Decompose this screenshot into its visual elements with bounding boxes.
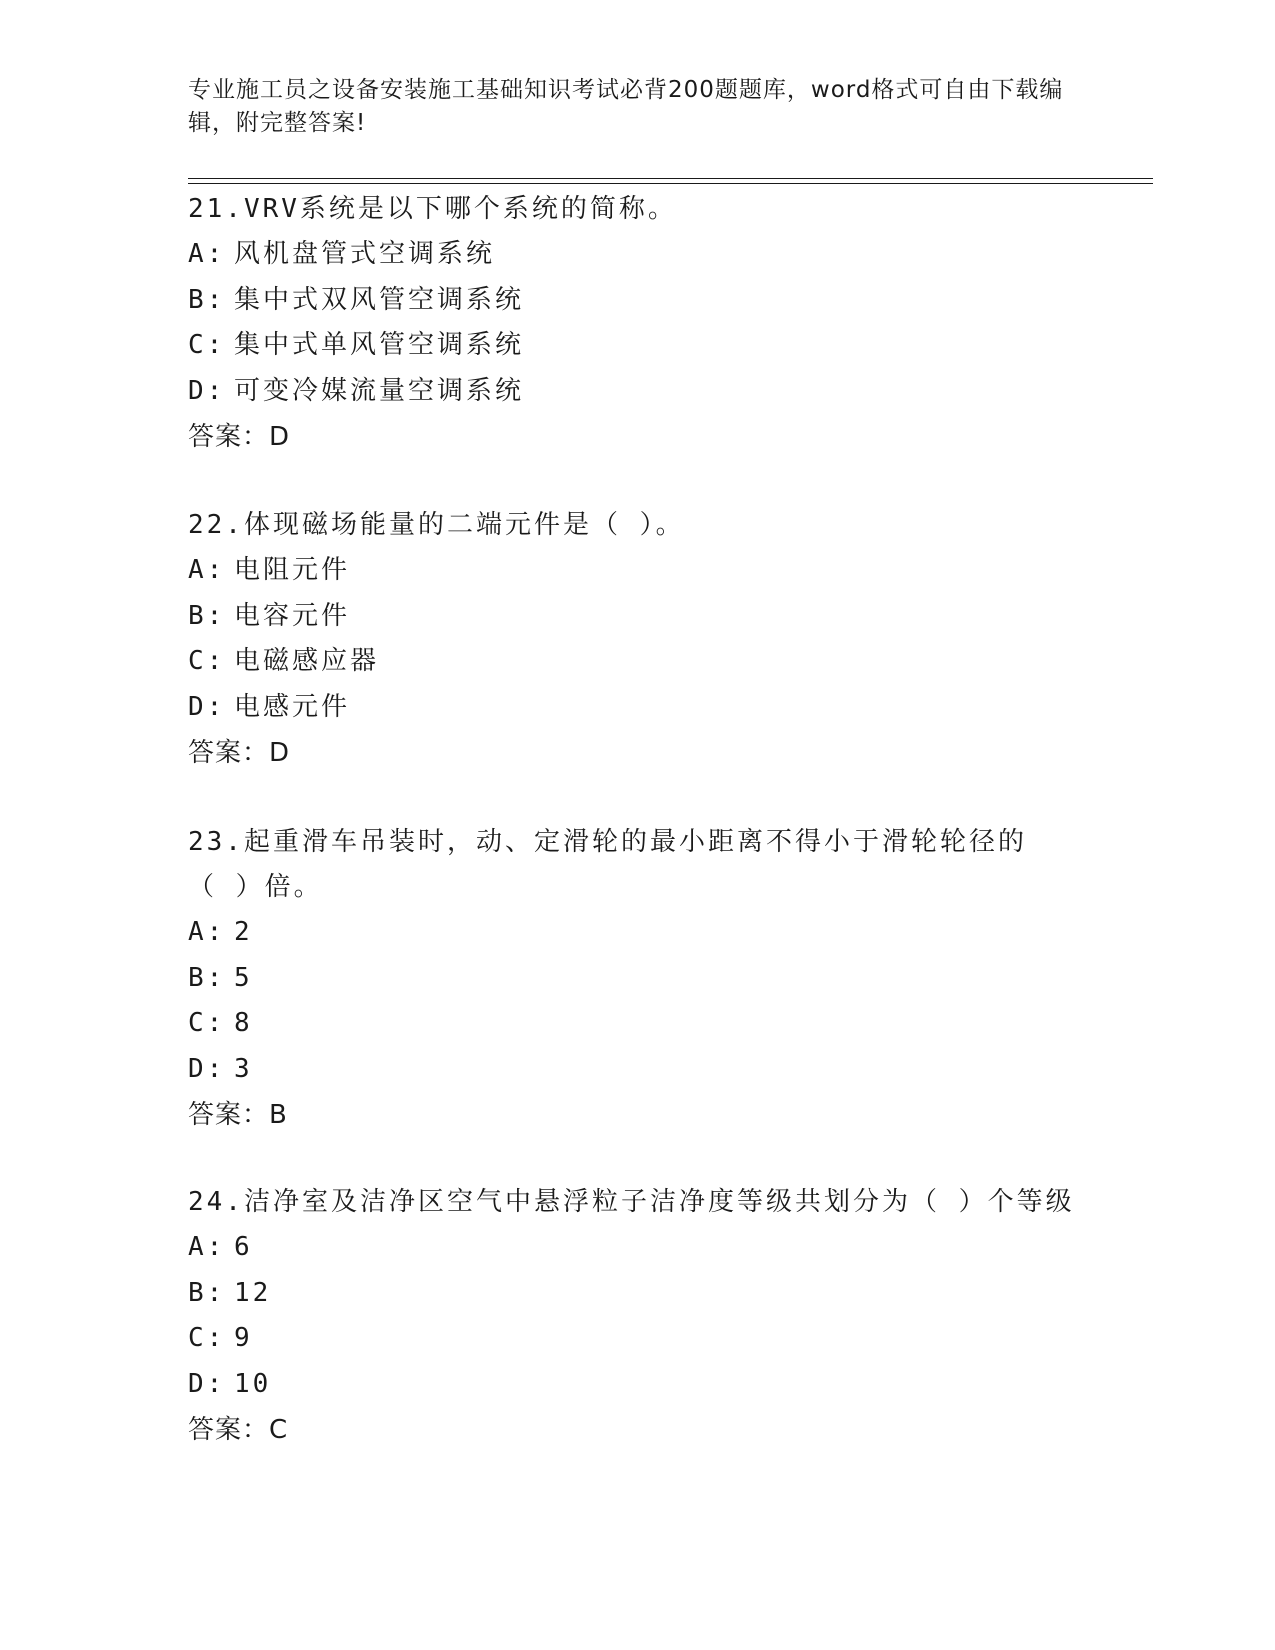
option-c <box>188 1316 1188 1362</box>
question-23 <box>188 820 1048 1138</box>
document-header: 专业施工员之设备安装施工基础知识考试必背200题题库，word格式可自由下载编辑，附完整答案! <box>188 77 1064 136</box>
option-a <box>188 232 1088 278</box>
option-a <box>188 910 1048 956</box>
header-divider-bottom <box>188 183 1153 184</box>
option-b <box>188 956 1048 1002</box>
option-text: 电阻元件 <box>234 555 351 585</box>
option-c <box>188 323 1088 369</box>
option-text: 风机盘管式空调系统 <box>234 239 496 269</box>
option-text: 3 <box>234 1053 253 1084</box>
option-text: 12 <box>234 1277 272 1308</box>
option-label: D: <box>188 1368 226 1399</box>
option-b <box>188 1271 1188 1317</box>
answer: 答案：B <box>188 1100 288 1130</box>
option-c <box>188 639 1088 685</box>
option-a <box>188 548 1088 594</box>
option-label: B: <box>188 284 226 315</box>
option-label: B: <box>188 962 226 993</box>
option-text: 电容元件 <box>234 600 351 631</box>
option-label: A: <box>188 1232 226 1262</box>
answer: 答案：C <box>188 1415 289 1445</box>
option-text: 电磁感应器 <box>234 646 380 676</box>
option-b <box>188 278 1088 324</box>
header-divider-top <box>188 178 1153 179</box>
option-label: C: <box>188 646 226 676</box>
option-text: 10 <box>234 1368 272 1399</box>
option-label: D: <box>188 1053 226 1084</box>
option-label: B: <box>188 600 226 631</box>
option-label: D: <box>188 375 226 406</box>
answer: 答案：D <box>188 738 291 768</box>
option-label: C: <box>188 1008 226 1038</box>
question-22 <box>188 503 1088 776</box>
question-stem: 21.VRV系统是以下哪个系统的简称。 <box>188 194 677 224</box>
answer: 答案：D <box>188 422 291 452</box>
option-text: 可变冷媒流量空调系统 <box>234 375 525 406</box>
option-text: 8 <box>234 1008 253 1038</box>
question-stem: 24.洁净室及洁净区空气中悬浮粒子洁净度等级共划分为（ ）个等级 <box>188 1187 1075 1217</box>
option-b <box>188 594 1088 640</box>
option-c <box>188 1001 1048 1047</box>
option-text: 集中式双风管空调系统 <box>234 284 525 315</box>
option-text: 5 <box>234 962 253 993</box>
option-text: 6 <box>234 1232 253 1262</box>
question-24 <box>188 1180 1188 1453</box>
option-label: A: <box>188 555 226 585</box>
option-label: A: <box>188 239 226 269</box>
option-d <box>188 685 1088 731</box>
option-label: C: <box>188 1323 226 1353</box>
option-label: C: <box>188 330 226 360</box>
option-text: 2 <box>234 917 253 947</box>
option-text: 9 <box>234 1323 253 1353</box>
option-text: 集中式单风管空调系统 <box>234 330 525 360</box>
option-a <box>188 1225 1188 1271</box>
option-text: 电感元件 <box>234 691 351 722</box>
option-label: B: <box>188 1277 226 1308</box>
option-d <box>188 1362 1188 1408</box>
option-label: A: <box>188 917 226 947</box>
question-stem: 22.体现磁场能量的二端元件是（ ）。 <box>188 510 685 540</box>
option-label: D: <box>188 691 226 722</box>
question-stem: 23.起重滑车吊装时，动、定滑轮的最小距离不得小于滑轮轮径的（ ）倍。 <box>188 827 1027 902</box>
question-21 <box>188 187 1088 460</box>
option-d <box>188 369 1088 415</box>
option-d <box>188 1047 1048 1093</box>
